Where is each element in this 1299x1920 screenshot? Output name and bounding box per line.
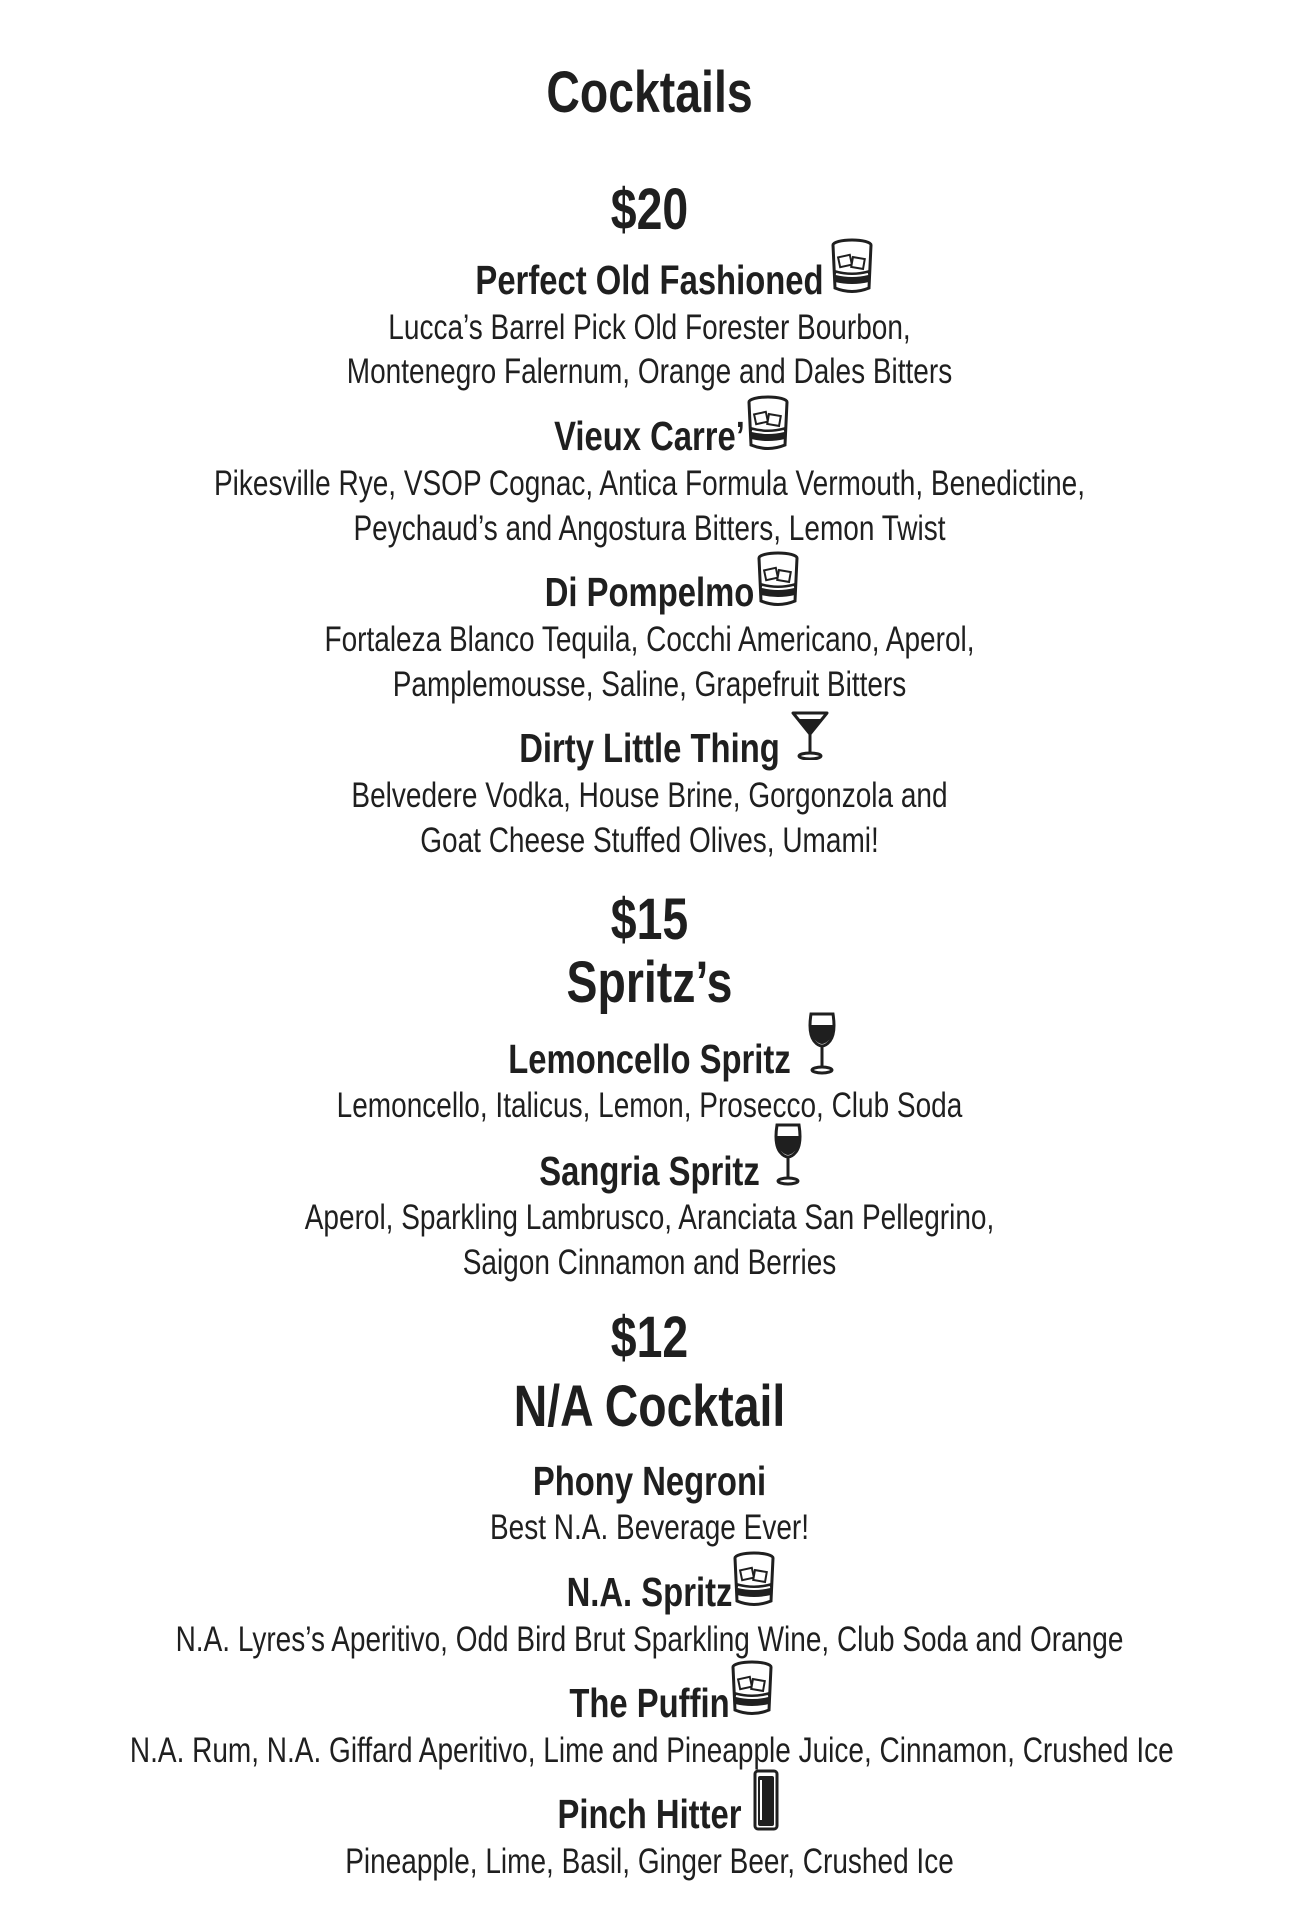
menu-title: Cocktails	[546, 60, 753, 125]
item-description-line: N.A. Rum, N.A. Giffard Aperitivo, Lime and Pineapple Juice, Cinnamon, Crushed Ice	[129, 1731, 1174, 1770]
section-heading: Spritz’s	[566, 950, 733, 1015]
item-description-line: Goat Cheese Stuffed Olives, Umami!	[420, 821, 879, 860]
item-name: Lemoncello Spritz	[508, 1036, 791, 1082]
item-description-line: Saigon Cinnamon and Berries	[462, 1243, 837, 1282]
item-description-line: Pineapple, Lime, Basil, Ginger Beer, Crushed Ice	[345, 1842, 954, 1881]
item-name: Pinch Hitter	[557, 1791, 742, 1837]
section-heading: N/A Cocktail	[513, 1374, 786, 1439]
item-name: Di Pompelmo	[544, 569, 755, 615]
item-description-line: N.A. Lyres’s Aperitivo, Odd Bird Brut Sparkling Wine, Club Soda and Orange	[175, 1620, 1124, 1659]
wine-glass-icon	[772, 1122, 804, 1186]
item-description-line: Fortaleza Blanco Tequila, Cocchi Americano, Aperol,	[324, 620, 975, 659]
item-description-line: Pikesville Rye, VSOP Cognac, Antica Formula Vermouth, Benedictine,	[213, 464, 1086, 503]
rocks-glass-icon	[730, 1660, 774, 1718]
item-name: The Puffin	[569, 1680, 730, 1726]
item-description-line: Aperol, Sparkling Lambrusco, Aranciata San Pellegrino,	[304, 1198, 995, 1237]
item-description-line: Lucca’s Barrel Pick Old Forester Bourbon,	[388, 308, 911, 347]
rocks-glass-icon	[746, 395, 790, 453]
rocks-glass-icon	[732, 1551, 776, 1609]
martini-glass-icon	[790, 710, 830, 760]
item-name: N.A. Spritz	[566, 1569, 733, 1615]
item-name: Vieux Carre’	[554, 413, 745, 459]
item-description-line: Montenegro Falernum, Orange and Dales Bitters	[346, 352, 953, 391]
rocks-glass-icon	[756, 551, 800, 609]
item-description-line: Peychaud’s and Angostura Bitters, Lemon Twist	[353, 509, 946, 548]
section-price: $12	[610, 1305, 689, 1370]
item-description-line: Belvedere Vodka, House Brine, Gorgonzola and	[351, 776, 948, 815]
item-name: Dirty Little Thing	[519, 725, 780, 771]
section-price: $20	[610, 177, 689, 242]
item-description-line: Best N.A. Beverage Ever!	[489, 1508, 810, 1547]
rocks-glass-icon	[830, 238, 874, 296]
item-name: Perfect Old Fashioned	[475, 257, 824, 303]
item-name: Phony Negroni	[532, 1458, 767, 1504]
item-description-line: Lemoncello, Italicus, Lemon, Prosecco, Club Soda	[336, 1086, 963, 1125]
item-name: Sangria Spritz	[539, 1148, 760, 1194]
item-description-line: Pamplemousse, Saline, Grapefruit Bitters	[392, 665, 907, 704]
wine-glass-icon	[806, 1011, 838, 1075]
highball-glass-icon	[752, 1768, 780, 1832]
section-price: $15	[610, 887, 689, 952]
